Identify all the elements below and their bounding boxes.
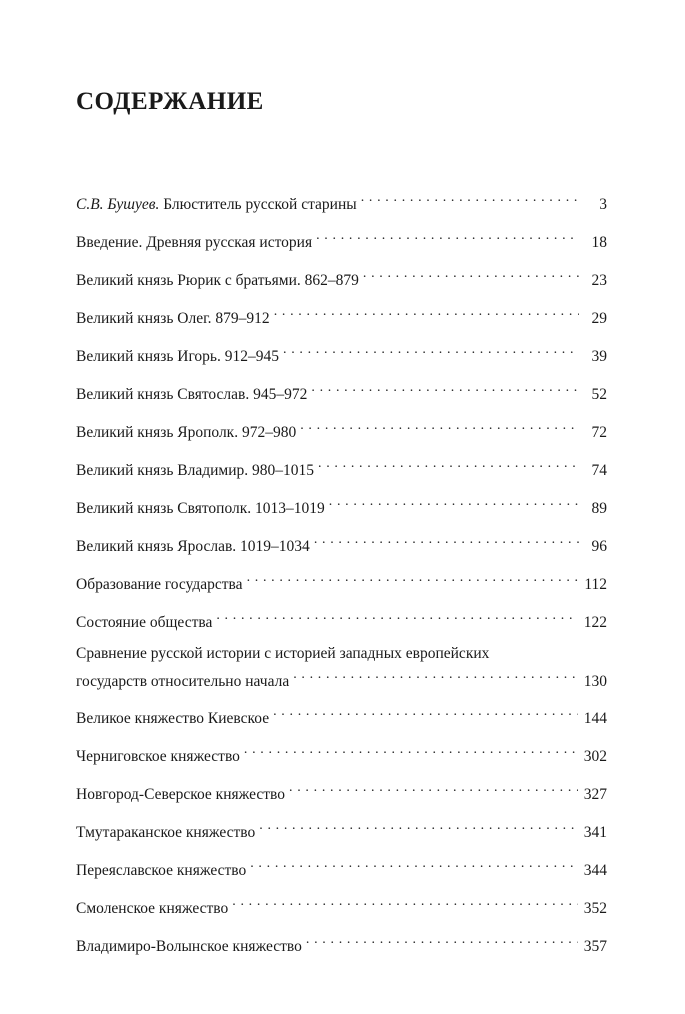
toc-entry-title: Великий князь Игорь. 912–945 [76,348,279,365]
toc-entry-title: Смоленское княжество [76,900,229,917]
toc-entry-page: 144 [583,710,607,727]
toc-entry [76,415,607,453]
toc-entry-page: 130 [583,673,607,690]
toc-entry-page: 122 [583,614,607,631]
toc-entry-page: 29 [591,310,607,327]
dot-leader [361,187,579,209]
toc-entry-title: Великий князь Рюрик с братьями. 862–879 [76,272,359,289]
toc-entry-author: С.В. Бушуев. [76,196,160,213]
dot-leader [289,777,578,799]
toc-entry [76,491,607,529]
toc-entry-page: 89 [591,500,607,517]
toc-entry-title: Состояние общества [76,614,213,631]
toc-entry-page: 327 [583,786,607,803]
dot-leader [300,415,579,437]
dot-leader [259,815,578,837]
dot-leader [293,664,578,686]
toc-entry [76,377,607,415]
toc-entry [76,891,607,929]
toc-entry [76,453,607,491]
dot-leader [363,263,579,285]
toc-entry-page: 302 [583,748,607,765]
toc-entry [76,701,607,739]
dot-leader [274,301,579,323]
toc-entry-page: 352 [583,900,607,917]
toc-entry-page: 23 [591,272,607,289]
dot-leader [216,605,577,627]
toc-entry-page: 39 [591,348,607,365]
toc-entry-text [76,194,357,216]
dot-leader [250,853,578,875]
toc-entry [76,529,607,567]
toc-entry-page: 112 [584,576,607,593]
toc-entry-title: Великий князь Святослав. 945–972 [76,386,308,403]
toc-entry-title: Великий князь Святополк. 1013–1019 [76,500,325,517]
toc-entry-title: Великий князь Ярослав. 1019–1034 [76,538,310,555]
toc-entry-page: 344 [583,862,607,879]
toc-entry [76,739,607,777]
toc-entry-line2 [76,664,607,692]
toc-entry [76,225,607,263]
dot-leader [316,225,579,247]
dot-leader [283,339,579,361]
page-title: СОДЕРЖАНИЕ [76,88,264,115]
toc-entry-title-line2: государств относительно начала [76,673,290,690]
toc-entry-title: Переяславское княжество [76,862,247,879]
dot-leader [244,739,578,761]
toc-entry-page: 72 [591,424,607,441]
toc-entry [76,853,607,891]
toc-entry-title: Образование государства [76,576,243,593]
dot-leader [329,491,579,513]
dot-leader [273,701,578,723]
dot-leader [314,529,579,551]
toc-entry-title: Великий князь Ярополк. 972–980 [76,424,297,441]
toc-entry-title-line1: Сравнение русской истории с историей западных европейских [76,645,490,662]
toc-entry-page: 74 [591,462,607,479]
toc-entry-page: 3 [599,196,607,213]
toc-entry-title: Тмутараканское княжество [76,824,256,841]
toc-entry-title: Великое княжество Киевское [76,710,270,727]
toc-entry [76,777,607,815]
toc-entry [76,301,607,339]
dot-leader [318,453,579,475]
toc-entry-page: 341 [583,824,607,841]
dot-leader [247,567,579,589]
toc-entry [76,567,607,605]
toc-entry-page: 18 [591,234,607,251]
toc-entry-title: Великий князь Владимир. 980–1015 [76,462,315,479]
toc-entry [76,339,607,377]
table-of-contents [76,187,607,967]
toc-entry-title: Великий князь Олег. 879–912 [76,310,270,327]
toc-entry-page: 52 [591,386,607,403]
dot-leader [232,891,577,913]
toc-entry-page: 96 [591,538,607,555]
toc-entry-title: Блюститель русской старины [163,196,357,213]
toc-entry-title: Новгород-Северское княжество [76,786,286,803]
toc-entry [76,929,607,967]
dot-leader [311,377,579,399]
toc-entry [76,605,607,643]
toc-entry [76,187,607,225]
toc-entry [76,815,607,853]
toc-entry-page: 357 [583,938,607,955]
dot-leader [306,929,578,951]
toc-entry-title: Введение. Древняя русская история [76,234,313,251]
toc-entry [76,263,607,301]
toc-entry-title: Владимиро-Волынское княжество [76,938,302,955]
toc-entry-title: Черниговское княжество [76,748,240,765]
toc-entry [76,643,607,701]
